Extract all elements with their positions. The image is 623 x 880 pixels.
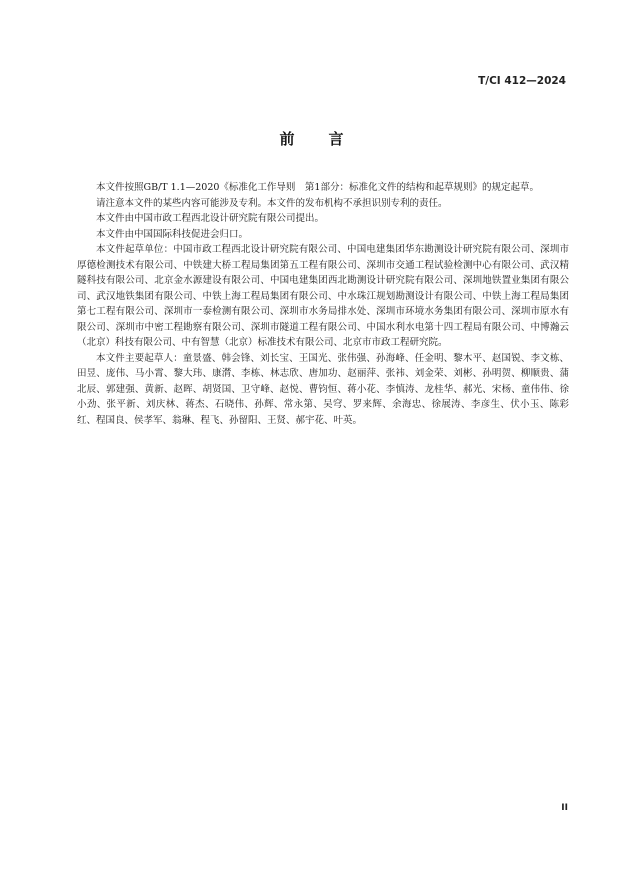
section-title: 前言 (279, 130, 378, 148)
paragraph-drafting-organizations: 本文件起草单位：中国市政工程西北设计研究院有限公司、中国电建集团华东勘测设计研究院有限公司、深圳市厚德检测技术有限公司、中铁建大桥工程局集团第五工程有限公司、深圳市交通工程试验检测中心有限公司、武汉精隧科技有限公司、北京金水源建设有限公司、中国电建集团西北勘测设计研究院有限公司、深圳地铁置业集团有限公司、武汉地铁集团有限公司、中铁上海工程局集团有限公司、中水珠江规划勘测设计有限公司、中铁上海工程局集团第七工程有限公司、深圳市一泰检测有限公司、深圳市水务局排水处、深圳市环境水务集团有限公司、深圳市原水有限公司、深圳市中密工程勘察有限公司、深圳市隧道工程有限公司、中国水利水电第十四工程局有限公司、中博瀚云（北京）科技有限公司、中有智慧（北京）标准技术有限公司、北京市市政工程研究院。 (77, 244, 569, 348)
document-body (77, 180, 569, 428)
paragraph-patent-notice: 请注意本文件的某些内容可能涉及专利。本文件的发布机构不承担识别专利的责任。 (96, 197, 448, 209)
paragraph-main-drafters: 本文件主要起草人：童景盛、韩会锋、刘长宝、王国光、张伟强、孙海峰、任金明、黎木平、赵国锐、李文栋、田昱、庞伟、马小霄、黎大玮、康潸、李栋、林志欣、唐加功、赵丽萍、张祎、刘金荣、刘彬、孙明贺、柳顺贵、蒲北辰、郭建强、黄新、赵晖、胡贤国、卫守峰、赵悦、曹钧恒、蒋小花、李慎涛、龙桂华、郝光、宋杨、童伟伟、徐小劲、张平新、刘庆林、蒋杰、石晓伟、孙辉、常永第、吴穹、罗来辉、余海忠、徐展涛、李彦生、伏小玉、陈彩红、程国良、侯孝军、翁琳、程飞、孙留阳、王贤、郝宇花、叶英。 (77, 352, 569, 426)
page-number: II (561, 803, 568, 813)
paragraph-drafting-basis: 本文件按照GB/T 1.1—2020《标准化工作导则 第1部分：标准化文件的结构和起草规则》的规定起草。 (96, 182, 539, 193)
paragraph-administrator: 本文件由中国国际科技促进会归口。 (96, 228, 249, 240)
standard-code: T/CI 412—2024 (478, 75, 566, 87)
paragraph-proposer: 本文件由中国市政工程西北设计研究院有限公司提出。 (96, 213, 325, 224)
